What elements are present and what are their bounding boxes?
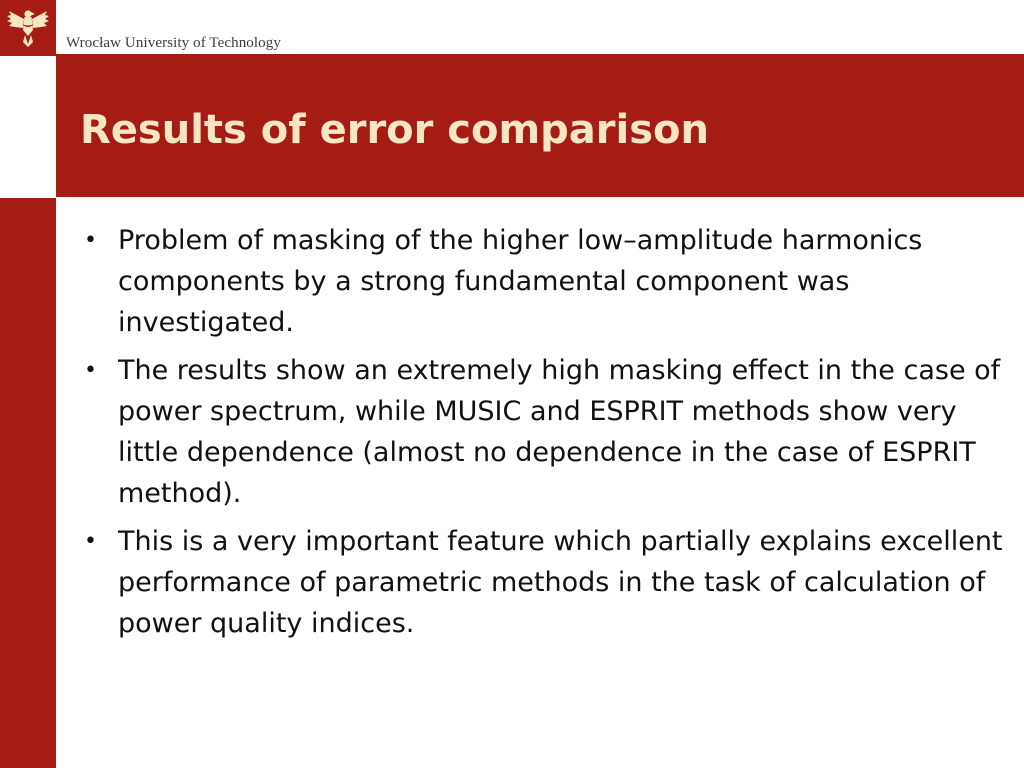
bullet-item [80, 350, 1016, 514]
bullet-text: Problem of masking of the higher low–amplitude harmonics components by a strong fundamental component was investigated. [118, 225, 923, 338]
eagle-crest-icon [0, 0, 56, 56]
slide-title: Results of error comparison [80, 107, 710, 153]
slide-content [80, 220, 1016, 651]
university-logo [0, 0, 56, 56]
university-name: Wrocław University of Technology [66, 35, 281, 51]
bullet-text: The results show an extremely high masking effect in the case of power spectrum, while MUSIC and ESPRIT methods show very little dependence (almost no dependence in the case of ESPRIT method). [118, 355, 1001, 509]
side-bar [0, 198, 56, 768]
bullet-list [80, 220, 1016, 644]
bullet-marker: • [84, 228, 97, 253]
bullet-item [80, 220, 1016, 343]
bullet-marker: • [84, 529, 97, 554]
bullet-text: This is a very important feature which partially explains excellent performance of parametric methods in the task of calculation of power quality indices. [118, 526, 1003, 639]
bullet-marker: • [84, 358, 97, 383]
bullet-item [80, 521, 1016, 644]
